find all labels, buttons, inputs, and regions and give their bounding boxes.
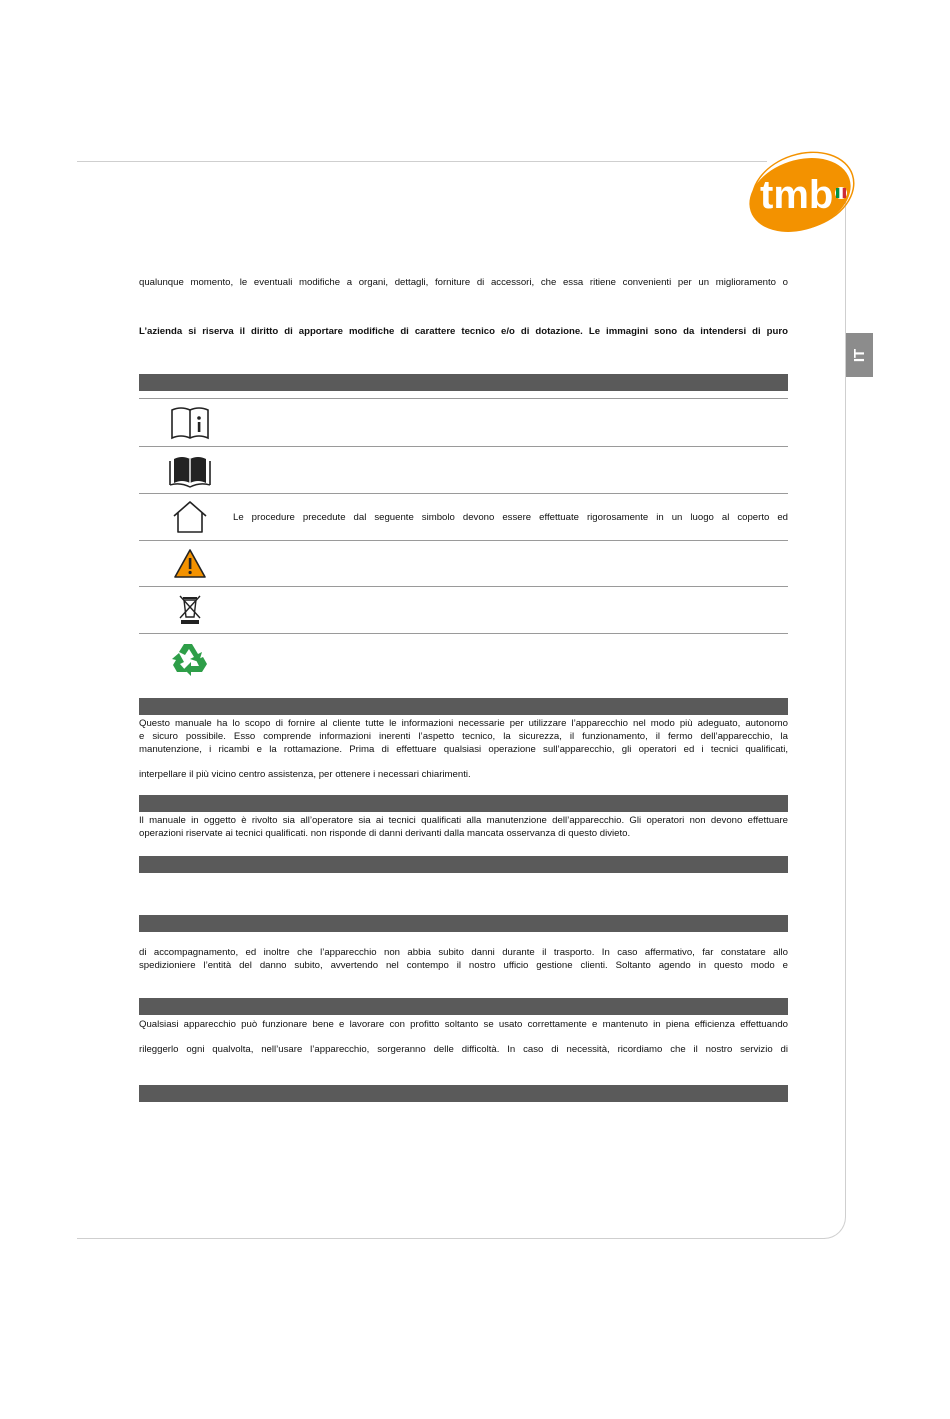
usage-line-1: Qualsiasi apparecchio può funzionare bene e lavorare con profitto soltanto se usato correttamente e mantenuto in piena efficienza effettuando — [139, 1019, 788, 1030]
purpose-line-3: manutenzione, i ricambi e la rottamazione. Prima di effettuare qualsiasi operazione sull’apparecchio, gli operatori ed i tecnici qualificati, — [139, 744, 788, 755]
table-rule — [139, 633, 788, 634]
manual-book-icon — [168, 451, 212, 491]
section-header-bar-usage — [139, 998, 788, 1015]
read-manual-info-icon — [168, 404, 212, 444]
purpose-line-4: interpellare il più vicino centro assistenza, per ottenere i necessari chiarimenti. — [139, 769, 471, 780]
warning-triangle-icon — [168, 545, 212, 585]
delivery-line-2: spedizioniere l’entità del danno subito, avvertendo nel contempo il nostro ufficio gestione clienti. Soltanto agendo in questo modo e — [139, 960, 788, 971]
recipients-line-2: operazioni riservate ai tecnici qualificati. non risponde di danni derivanti dalla mancata osservanza di questo divieto. — [139, 828, 631, 839]
recipients-line-1: Il manuale in oggetto è rivolto sia all’operatore sia ai tecnici qualificati alla manutenzione dell’apparecchio. Gli operatori non devono effettuare — [139, 815, 788, 826]
page-frame-bottom-rule — [77, 1238, 825, 1239]
section-header-bar-delivery — [139, 915, 788, 932]
language-tab[interactable]: IT — [846, 333, 873, 377]
purpose-line-1: Questo manuale ha lo scopo di fornire al cliente tutte le informazioni necessarie per utilizzare l’apparecchio nel modo più adeguato, autonomo — [139, 718, 788, 729]
section-header-bar-recipients — [139, 795, 788, 812]
table-rule — [139, 586, 788, 587]
usage-line-2: rileggerlo ogni qualvolta, nell’usare l’apparecchio, sorgeranno delle difficoltà. In caso di necessità, ricordiamo che il nostro servizio di — [139, 1044, 788, 1055]
crossed-bin-weee-icon — [168, 591, 212, 631]
section-header-bar-purpose — [139, 698, 788, 715]
intro-line-1: qualunque momento, le eventuali modifiche a organi, dettagli, forniture di accessori, che essa ritiene convenienti per un miglioramento o — [139, 277, 788, 288]
tmb-logo — [744, 145, 862, 237]
indoor-house-icon — [168, 498, 212, 538]
table-rule — [139, 398, 788, 399]
table-rule — [139, 493, 788, 494]
page-frame-corner — [805, 1198, 846, 1239]
page-frame-top-rule — [77, 161, 767, 162]
intro-line-2: L’azienda si riserva il diritto di apportare modifiche di carattere tecnico e/o di dotazione. Le immagini sono da intendersi di puro — [139, 326, 788, 337]
section-header-bar — [139, 1085, 788, 1102]
symbol-description: Le procedure precedute dal seguente simbolo devono essere effettuate rigorosamente in un luogo al coperto ed — [233, 512, 788, 523]
table-rule — [139, 446, 788, 447]
delivery-line-1: di accompagnamento, ed inoltre che l’apparecchio non abbia subito danni durante il trasporto. In caso affermativo, far constatare allo — [139, 947, 788, 958]
svg-text:tmb: tmb — [760, 173, 834, 217]
italian-flag-icon — [835, 187, 847, 199]
table-rule — [139, 540, 788, 541]
section-header-bar-symbols — [139, 374, 788, 391]
section-header-bar — [139, 856, 788, 873]
purpose-line-2: e sicuro possibile. Esso comprende informazioni inerenti l’aspetto tecnico, la sicurezza, il funzionamento, il fermo dell’apparecchio, la — [139, 731, 788, 742]
recycle-icon — [168, 638, 212, 678]
